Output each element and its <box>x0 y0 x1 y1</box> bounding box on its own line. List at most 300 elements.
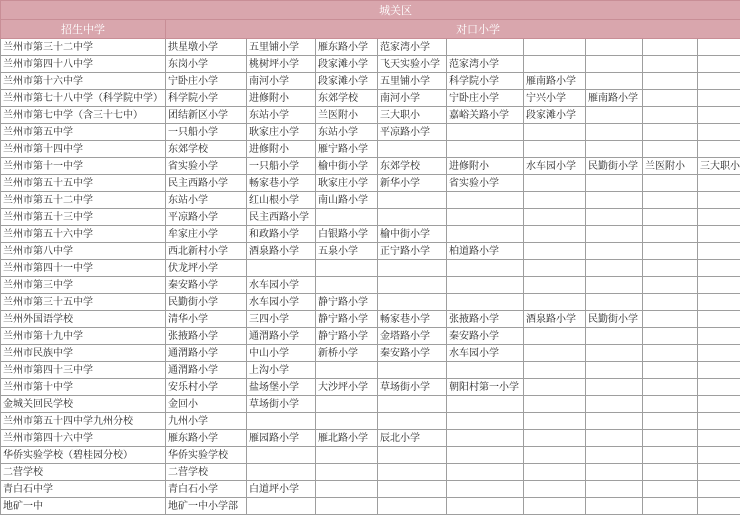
table-row <box>1 498 740 515</box>
feeder-cell <box>698 481 740 498</box>
school-cell: 兰州市民族中学 <box>1 345 166 362</box>
feeder-cell <box>643 294 698 311</box>
feeder-cell <box>524 328 586 345</box>
school-cell: 兰州市第三十二中学 <box>1 39 166 56</box>
feeder-cell <box>378 481 447 498</box>
feeder-cell: 和政路小学 <box>247 226 316 243</box>
feeder-cell <box>447 430 524 447</box>
feeder-cell <box>643 430 698 447</box>
feeder-cell: 三大职小 <box>698 158 740 175</box>
feeder-cell: 白道坪小学 <box>247 481 316 498</box>
table-row <box>1 260 740 277</box>
feeder-cell: 东站小学 <box>316 124 378 141</box>
feeder-cell: 雁南路小学 <box>524 73 586 90</box>
feeder-cell: 秦安路小学 <box>378 345 447 362</box>
feeder-cell <box>643 73 698 90</box>
feeder-cell: 秦安路小学 <box>447 328 524 345</box>
table-row <box>1 430 740 447</box>
feeder-cell <box>316 277 378 294</box>
feeder-cell <box>698 362 740 379</box>
feeder-cell: 畅家巷小学 <box>378 311 447 328</box>
feeder-cell <box>643 56 698 73</box>
header-row <box>1 20 740 39</box>
feeder-cell: 新华小学 <box>378 175 447 192</box>
feeder-cell <box>316 396 378 413</box>
feeder-cell <box>586 481 643 498</box>
feeder-cell <box>247 447 316 464</box>
feeder-cell <box>447 226 524 243</box>
school-cell: 兰州市第八中学 <box>1 243 166 260</box>
table-row <box>1 243 740 260</box>
table-row <box>1 107 740 124</box>
feeder-cell <box>698 56 740 73</box>
feeder-cell <box>524 447 586 464</box>
feeder-cell <box>447 277 524 294</box>
feeder-cell: 段家滩小学 <box>524 107 586 124</box>
feeder-cell <box>586 192 643 209</box>
feeder-cell: 南河小学 <box>247 73 316 90</box>
feeder-cell: 张掖路小学 <box>447 311 524 328</box>
feeder-cell: 大沙坪小学 <box>316 379 378 396</box>
feeder-cell: 榆中街小学 <box>316 158 378 175</box>
feeder-cell <box>698 243 740 260</box>
feeder-cell <box>447 413 524 430</box>
table-title: 城关区 <box>1 1 740 20</box>
school-cell: 兰州市第四十一中学 <box>1 260 166 277</box>
feeder-cell <box>698 294 740 311</box>
feeder-cell <box>378 260 447 277</box>
feeder-cell: 桃树坪小学 <box>247 56 316 73</box>
feeder-cell: 团结新区小学 <box>166 107 247 124</box>
feeder-cell <box>524 362 586 379</box>
feeder-cell: 五里铺小学 <box>247 39 316 56</box>
feeder-cell <box>643 277 698 294</box>
feeder-cell: 秦安路小学 <box>166 277 247 294</box>
feeder-cell <box>698 396 740 413</box>
feeder-cell <box>586 56 643 73</box>
feeder-cell <box>524 243 586 260</box>
school-cell: 兰州市第五十三中学 <box>1 209 166 226</box>
feeder-cell: 民主西路小学 <box>166 175 247 192</box>
table-row <box>1 277 740 294</box>
feeder-cell: 静宁路小学 <box>316 311 378 328</box>
feeder-cell: 朝阳村第一小学 <box>447 379 524 396</box>
feeder-cell <box>316 498 378 515</box>
feeder-cell <box>316 447 378 464</box>
table-row <box>1 464 740 481</box>
feeder-cell <box>698 73 740 90</box>
feeder-cell <box>698 226 740 243</box>
table-row <box>1 481 740 498</box>
feeder-cell: 东站小学 <box>247 107 316 124</box>
feeder-cell: 雁东路小学 <box>316 39 378 56</box>
feeder-cell: 进修附小 <box>447 158 524 175</box>
feeder-cell <box>698 175 740 192</box>
feeder-cell: 华侨实验学校 <box>166 447 247 464</box>
feeder-cell <box>698 192 740 209</box>
school-cell: 兰州市第四十八中学 <box>1 56 166 73</box>
feeder-cell: 进修附小 <box>247 90 316 107</box>
feeder-cell <box>524 396 586 413</box>
school-cell: 兰州市第十一中学 <box>1 158 166 175</box>
school-cell: 兰州市第五十四中学九州分校 <box>1 413 166 430</box>
feeder-cell: 一只船小学 <box>247 158 316 175</box>
feeder-cell: 清华小学 <box>166 311 247 328</box>
feeder-cell: 新桥小学 <box>316 345 378 362</box>
feeder-cell: 西北新村小学 <box>166 243 247 260</box>
school-cell: 兰州市第四十三中学 <box>1 362 166 379</box>
feeder-cell: 平凉路小学 <box>378 124 447 141</box>
table-row <box>1 379 740 396</box>
feeder-cell <box>378 192 447 209</box>
school-cell: 兰州外国语学校 <box>1 311 166 328</box>
feeder-cell: 三四小学 <box>247 311 316 328</box>
feeder-cell: 酒泉路小学 <box>524 311 586 328</box>
title-row <box>1 1 740 20</box>
feeder-cell <box>698 379 740 396</box>
feeder-cell <box>586 396 643 413</box>
feeder-cell: 静宁路小学 <box>316 294 378 311</box>
school-cell: 金城关回民学校 <box>1 396 166 413</box>
feeder-cell: 雁宁路小学 <box>316 141 378 158</box>
school-cell: 二营学校 <box>1 464 166 481</box>
feeder-cell <box>524 430 586 447</box>
feeder-cell <box>643 209 698 226</box>
feeder-cell: 嘉峪关路小学 <box>447 107 524 124</box>
feeder-cell: 草场街小学 <box>247 396 316 413</box>
feeder-cell: 青白石小学 <box>166 481 247 498</box>
feeder-cell <box>524 481 586 498</box>
feeder-cell: 柏道路小学 <box>447 243 524 260</box>
table-row <box>1 56 740 73</box>
feeder-cell <box>524 226 586 243</box>
feeder-cell <box>698 498 740 515</box>
table-row <box>1 328 740 345</box>
school-cell: 兰州市第三十五中学 <box>1 294 166 311</box>
feeder-cell <box>643 124 698 141</box>
feeder-cell: 水车园小学 <box>247 294 316 311</box>
school-cell: 兰州市第七十八中学（科学院中学） <box>1 90 166 107</box>
school-cell: 兰州市第五十五中学 <box>1 175 166 192</box>
feeder-cell <box>447 294 524 311</box>
feeder-cell <box>378 277 447 294</box>
table-row <box>1 311 740 328</box>
feeder-cell <box>524 141 586 158</box>
feeder-cell: 伏龙坪小学 <box>166 260 247 277</box>
feeder-cell <box>447 464 524 481</box>
feeder-cell <box>378 464 447 481</box>
feeder-cell <box>447 481 524 498</box>
feeder-cell <box>698 107 740 124</box>
school-cell: 青白石中学 <box>1 481 166 498</box>
feeder-cell: 东郊学校 <box>166 141 247 158</box>
table-row <box>1 294 740 311</box>
feeder-cell <box>586 73 643 90</box>
feeder-cell: 雁北路小学 <box>316 430 378 447</box>
feeder-cell <box>698 141 740 158</box>
feeder-cell <box>698 345 740 362</box>
feeder-cell <box>586 226 643 243</box>
school-cell: 地矿一中 <box>1 498 166 515</box>
table-row <box>1 192 740 209</box>
feeder-cell <box>247 260 316 277</box>
feeder-cell <box>316 362 378 379</box>
feeder-cell <box>698 328 740 345</box>
feeder-cell <box>586 498 643 515</box>
feeder-cell: 兰医附小 <box>316 107 378 124</box>
feeder-cell <box>643 498 698 515</box>
feeder-cell <box>524 56 586 73</box>
feeder-cell <box>524 498 586 515</box>
table-row <box>1 39 740 56</box>
feeder-cell: 民勤街小学 <box>586 311 643 328</box>
feeder-cell <box>643 175 698 192</box>
table-row <box>1 413 740 430</box>
feeder-cell <box>586 243 643 260</box>
feeder-cell: 东站小学 <box>166 192 247 209</box>
feeder-cell <box>524 260 586 277</box>
table-row <box>1 90 740 107</box>
feeder-cell <box>447 192 524 209</box>
feeder-cell <box>316 260 378 277</box>
feeder-cell <box>447 39 524 56</box>
header-feeder: 对口小学 <box>166 20 740 39</box>
school-cell: 华侨实验学校（碧桂园分校） <box>1 447 166 464</box>
feeder-cell: 省实验小学 <box>166 158 247 175</box>
feeder-cell <box>643 243 698 260</box>
feeder-cell: 通渭路小学 <box>166 345 247 362</box>
feeder-cell: 东岗小学 <box>166 56 247 73</box>
feeder-cell: 五里铺小学 <box>378 73 447 90</box>
feeder-cell <box>447 141 524 158</box>
school-cell: 兰州市第十九中学 <box>1 328 166 345</box>
feeder-cell: 水车园小学 <box>447 345 524 362</box>
feeder-cell <box>524 464 586 481</box>
feeder-cell <box>698 277 740 294</box>
feeder-cell <box>524 192 586 209</box>
feeder-cell <box>698 311 740 328</box>
feeder-cell <box>586 362 643 379</box>
feeder-cell <box>247 413 316 430</box>
feeder-cell: 雁园路小学 <box>247 430 316 447</box>
table-row <box>1 209 740 226</box>
table-row <box>1 345 740 362</box>
feeder-cell <box>698 209 740 226</box>
feeder-cell: 张掖路小学 <box>166 328 247 345</box>
feeder-cell: 牟家庄小学 <box>166 226 247 243</box>
feeder-cell <box>586 260 643 277</box>
feeder-cell <box>698 90 740 107</box>
feeder-cell <box>643 396 698 413</box>
feeder-cell: 范家湾小学 <box>378 39 447 56</box>
feeder-cell: 范家湾小学 <box>447 56 524 73</box>
header-school: 招生中学 <box>1 20 166 39</box>
feeder-cell <box>643 447 698 464</box>
feeder-cell: 红山根小学 <box>247 192 316 209</box>
school-cell: 兰州市第四十六中学 <box>1 430 166 447</box>
feeder-cell <box>643 260 698 277</box>
table-row <box>1 158 740 175</box>
feeder-cell: 金塔路小学 <box>378 328 447 345</box>
table-row <box>1 175 740 192</box>
feeder-cell <box>378 362 447 379</box>
feeder-cell: 通渭路小学 <box>247 328 316 345</box>
feeder-cell: 畅家巷小学 <box>247 175 316 192</box>
table-row <box>1 362 740 379</box>
feeder-cell <box>698 413 740 430</box>
feeder-cell: 平凉路小学 <box>166 209 247 226</box>
feeder-cell: 二营学校 <box>166 464 247 481</box>
feeder-cell: 耿家庄小学 <box>316 175 378 192</box>
feeder-cell: 科学院小学 <box>447 73 524 90</box>
feeder-cell <box>586 39 643 56</box>
feeder-cell: 白银路小学 <box>316 226 378 243</box>
feeder-cell <box>524 277 586 294</box>
feeder-cell <box>378 141 447 158</box>
feeder-cell: 进修附小 <box>247 141 316 158</box>
feeder-cell <box>643 226 698 243</box>
feeder-cell <box>316 209 378 226</box>
feeder-cell <box>378 294 447 311</box>
feeder-cell <box>447 396 524 413</box>
feeder-cell <box>586 277 643 294</box>
feeder-cell <box>316 413 378 430</box>
school-cell: 兰州市第十四中学 <box>1 141 166 158</box>
feeder-cell <box>643 107 698 124</box>
feeder-cell <box>586 413 643 430</box>
school-cell: 兰州市第五中学 <box>1 124 166 141</box>
feeder-cell <box>643 311 698 328</box>
feeder-cell: 雁东路小学 <box>166 430 247 447</box>
feeder-cell <box>524 39 586 56</box>
feeder-cell <box>643 141 698 158</box>
feeder-cell <box>586 209 643 226</box>
feeder-cell <box>643 39 698 56</box>
feeder-cell: 盐场堡小学 <box>247 379 316 396</box>
feeder-cell <box>316 481 378 498</box>
feeder-cell: 正宁路小学 <box>378 243 447 260</box>
feeder-cell: 科学院小学 <box>166 90 247 107</box>
table-row <box>1 447 740 464</box>
feeder-cell <box>378 396 447 413</box>
feeder-cell <box>378 209 447 226</box>
feeder-cell: 民勤街小学 <box>586 158 643 175</box>
school-cell: 兰州市第三中学 <box>1 277 166 294</box>
feeder-cell: 兰医附小 <box>643 158 698 175</box>
feeder-cell: 省实验小学 <box>447 175 524 192</box>
feeder-cell: 九州小学 <box>166 413 247 430</box>
school-cell: 兰州市第七中学（含三十七中） <box>1 107 166 124</box>
school-cell: 兰州市第十六中学 <box>1 73 166 90</box>
feeder-cell: 耿家庄小学 <box>247 124 316 141</box>
feeder-cell: 雁南路小学 <box>586 90 643 107</box>
feeder-cell <box>643 328 698 345</box>
table-row <box>1 226 740 243</box>
feeder-cell <box>316 464 378 481</box>
feeder-cell: 南河小学 <box>378 90 447 107</box>
feeder-cell: 榆中街小学 <box>378 226 447 243</box>
feeder-cell <box>524 413 586 430</box>
feeder-cell <box>524 345 586 362</box>
feeder-cell: 宁卧庄小学 <box>447 90 524 107</box>
feeder-cell <box>447 260 524 277</box>
feeder-cell: 宁兴小学 <box>524 90 586 107</box>
feeder-cell: 拱星墩小学 <box>166 39 247 56</box>
feeder-cell: 东郊学校 <box>378 158 447 175</box>
feeder-cell: 民勤街小学 <box>166 294 247 311</box>
feeder-cell: 草场街小学 <box>378 379 447 396</box>
feeder-cell: 水车园小学 <box>524 158 586 175</box>
feeder-cell: 南山路小学 <box>316 192 378 209</box>
feeder-cell <box>643 192 698 209</box>
feeder-cell: 宁卧庄小学 <box>166 73 247 90</box>
feeder-cell <box>586 175 643 192</box>
feeder-cell <box>698 39 740 56</box>
feeder-cell: 段家滩小学 <box>316 73 378 90</box>
feeder-cell <box>643 90 698 107</box>
feeder-cell <box>698 430 740 447</box>
feeder-cell <box>447 498 524 515</box>
feeder-cell <box>643 362 698 379</box>
feeder-cell: 安乐村小学 <box>166 379 247 396</box>
feeder-cell <box>247 464 316 481</box>
feeder-cell <box>586 379 643 396</box>
feeder-cell: 三大职小 <box>378 107 447 124</box>
feeder-cell <box>586 141 643 158</box>
feeder-cell <box>586 447 643 464</box>
school-cell: 兰州市第十中学 <box>1 379 166 396</box>
table-row <box>1 141 740 158</box>
feeder-cell: 中山小学 <box>247 345 316 362</box>
school-cell: 兰州市第五十二中学 <box>1 192 166 209</box>
feeder-cell: 飞天实验小学 <box>378 56 447 73</box>
feeder-cell <box>447 362 524 379</box>
feeder-cell <box>247 498 316 515</box>
feeder-cell <box>643 379 698 396</box>
feeder-cell <box>586 430 643 447</box>
feeder-cell: 一只船小学 <box>166 124 247 141</box>
feeder-cell: 辰北小学 <box>378 430 447 447</box>
feeder-cell <box>524 209 586 226</box>
feeder-cell: 上沟小学 <box>247 362 316 379</box>
feeder-cell: 段家滩小学 <box>316 56 378 73</box>
feeder-cell <box>586 464 643 481</box>
feeder-cell <box>447 447 524 464</box>
feeder-cell <box>698 124 740 141</box>
feeder-cell <box>524 175 586 192</box>
feeder-cell <box>586 294 643 311</box>
feeder-cell: 五泉小学 <box>316 243 378 260</box>
feeder-cell <box>643 464 698 481</box>
feeder-cell <box>643 481 698 498</box>
table-row <box>1 396 740 413</box>
feeder-cell: 静宁路小学 <box>316 328 378 345</box>
feeder-cell <box>643 413 698 430</box>
feeder-cell: 民主西路小学 <box>247 209 316 226</box>
feeder-cell <box>643 345 698 362</box>
school-cell: 兰州市第五十六中学 <box>1 226 166 243</box>
table-row <box>1 124 740 141</box>
feeder-cell <box>586 328 643 345</box>
feeder-cell <box>586 107 643 124</box>
feeder-cell: 东郊学校 <box>316 90 378 107</box>
feeder-cell <box>586 124 643 141</box>
feeder-cell <box>698 447 740 464</box>
feeder-cell <box>447 124 524 141</box>
feeder-cell <box>378 413 447 430</box>
feeder-cell: 水车园小学 <box>247 277 316 294</box>
feeder-cell: 金回小 <box>166 396 247 413</box>
